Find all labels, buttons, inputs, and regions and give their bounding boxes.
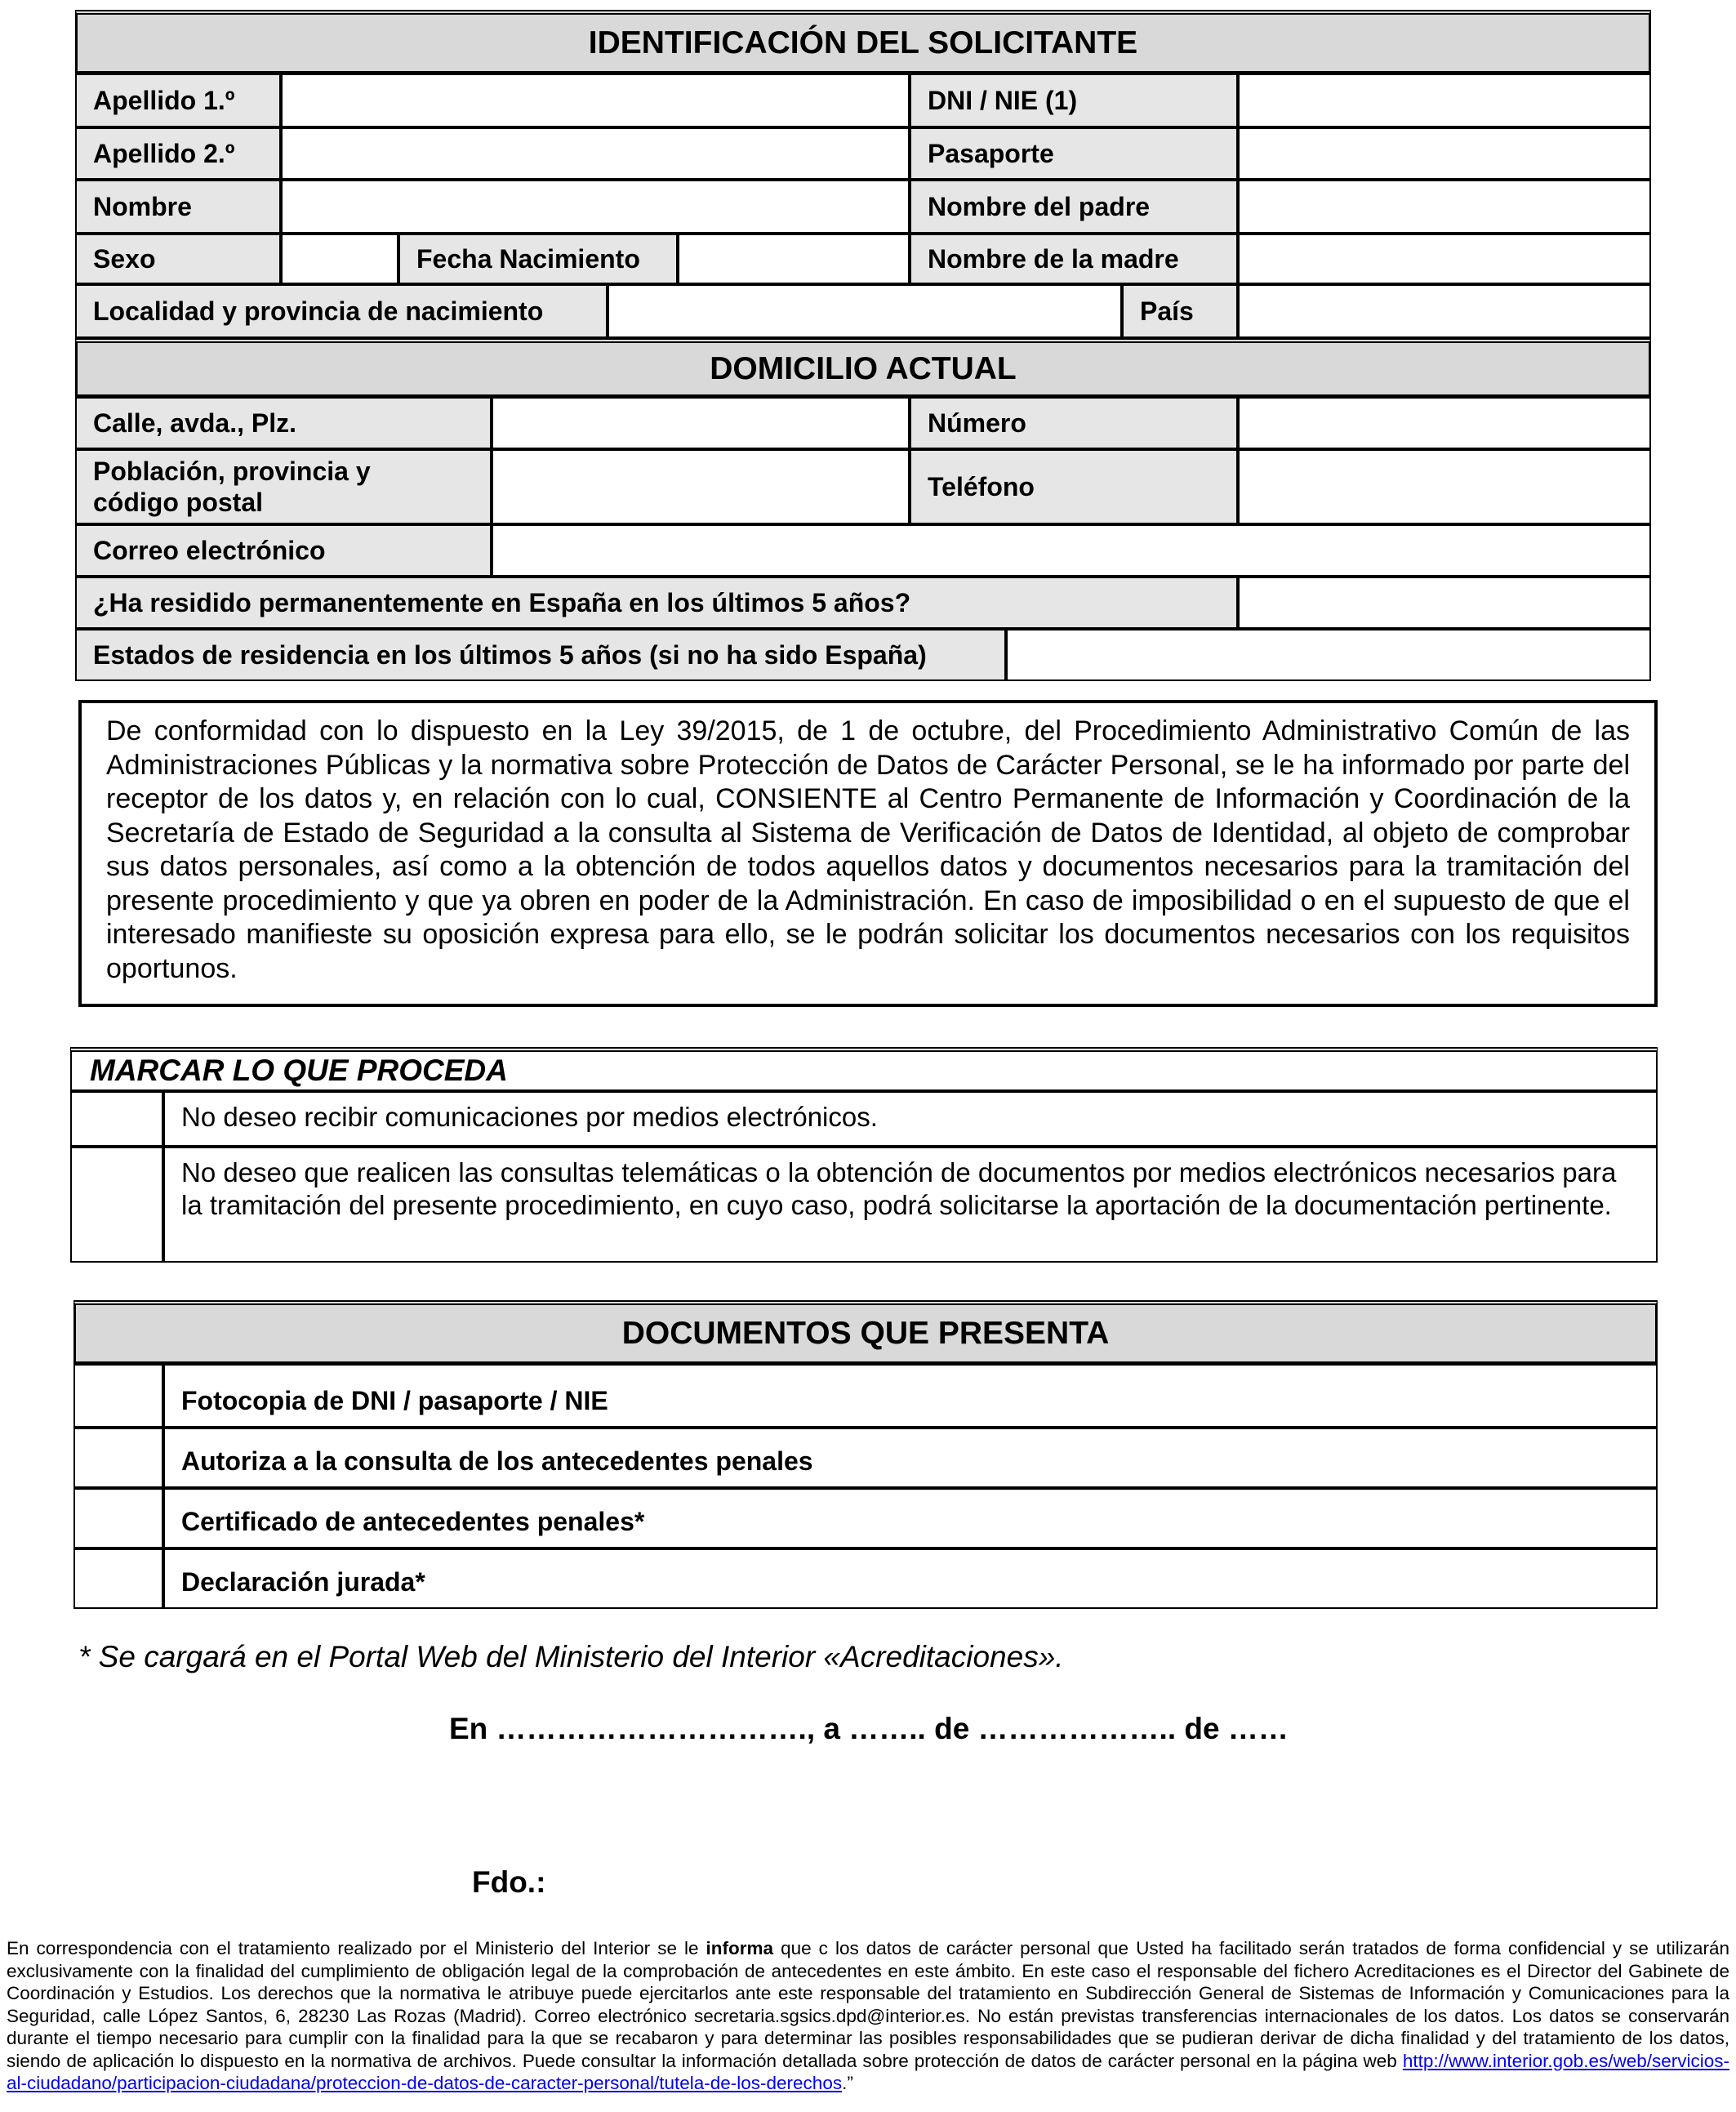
label-poblacion-line2: código postal <box>93 488 263 517</box>
residido-field[interactable] <box>1238 577 1651 629</box>
label-estados-residencia: Estados de residencia en los últimos 5 años (si no ha sido España) <box>75 629 1006 681</box>
label-calle: Calle, avda., Plz. <box>75 397 492 449</box>
doc-item-certificado: Certificado de antecedentes penales* <box>163 1488 1658 1548</box>
label-sexo: Sexo <box>75 234 281 284</box>
section-header-domicilio: DOMICILIO ACTUAL <box>75 338 1651 397</box>
fecha-nacimiento-field[interactable] <box>678 234 910 284</box>
label-nombre-padre: Nombre del padre <box>910 180 1238 234</box>
label-residido: ¿Ha residido permanentemente en España en los últimos 5 años? <box>75 577 1238 629</box>
footer-text-post: que c los datos de carácter personal que Usted ha facilitado serán tratados de forma confidencial y se utilizarán exclusivamente con la finalidad del cumplimiento de obligación legal de la comprobación de antecedentes en este ámbito. En este caso el responsable del fichero Acreditaciones es el Director del Gabinete de Coordinación y Estudios. Los derechos que la normativa le atribuye puede ejercitarlos ante este responsable del tratamiento en Subdirección General de Sistemas de Información y Comunicaciones para la Seguridad, calle López Santos, 6, 28230 Las Rozas (Madrid). Correo electrónico secretaria.sgsics.dpd@interior.es. No están previstas transferencias internacionales de los datos. Los datos se conservarán durante el tiempo necesario para cumplir con la finalidad para la que se recabaron y para determinar las posibles responsabilidades que se pudieran derivar de dicha finalidad y del tratamiento de los datos, siendo de aplicación lo dispuesto en la normativa de archivos. Puede consultar la información detallada sobre protección de datos de carácter personal en la página web <box>7 1938 1729 2071</box>
checkbox-no-consultas[interactable] <box>70 1147 163 1263</box>
localidad-nacimiento-field[interactable] <box>608 284 1122 338</box>
label-poblacion-line1: Población, provincia y <box>93 457 371 486</box>
lugar-fecha-line: En …………………………., a …….. de ……………….. de …… <box>449 1712 1289 1745</box>
option-no-comunicaciones: No deseo recibir comunicaciones por medios electrónicos. <box>163 1091 1658 1147</box>
checkbox-doc-autoriza[interactable] <box>73 1428 163 1488</box>
footer-text-end: .” <box>842 2073 853 2093</box>
numero-field[interactable] <box>1238 397 1651 449</box>
label-numero: Número <box>910 397 1238 449</box>
dni-nie-field[interactable] <box>1238 74 1651 127</box>
apellido1-field[interactable] <box>281 74 910 127</box>
checkbox-no-comunicaciones[interactable] <box>70 1091 163 1147</box>
checkbox-doc-declaracion[interactable] <box>73 1548 163 1609</box>
nota-acreditaciones: * Se cargará en el Portal Web del Ministerio del Interior «Acreditaciones». <box>78 1640 1064 1673</box>
label-localidad-nacimiento: Localidad y provincia de nacimiento <box>75 284 608 338</box>
estados-residencia-field[interactable] <box>1006 629 1651 681</box>
nombre-madre-field[interactable] <box>1238 234 1651 284</box>
footer-privacy-notice <box>7 1937 1729 2110</box>
doc-item-autoriza: Autoriza a la consulta de los antecedentes penales <box>163 1428 1658 1488</box>
label-dni-nie: DNI / NIE (1) <box>910 74 1238 127</box>
checkbox-doc-certificado[interactable] <box>73 1488 163 1548</box>
doc-item-declaracion: Declaración jurada* <box>163 1548 1658 1609</box>
label-telefono: Teléfono <box>910 449 1238 524</box>
section-header-documentos: DOCUMENTOS QUE PRESENTA <box>73 1300 1658 1364</box>
firma-label: Fdo.: <box>472 1865 546 1899</box>
label-fecha-nacimiento: Fecha Nacimiento <box>398 234 678 284</box>
consent-notice: De conformidad con lo dispuesto en la Ley 39/2015, de 1 de octubre, del Procedimiento Administrativo Común de las Administraciones Públicas y la normativa sobre Protección de Datos de Carácter Personal, se le ha informado por parte del receptor de los datos y, en relación con lo cual, CONSIENTE al Centro Permanente de Información y Coordinación de la Secretaría de Estado de Seguridad a la consulta al Sistema de Verificación de Datos de Identidad, al objeto de comprobar sus datos personales, así como a la obtención de todos aquellos datos y documentos necesarios para la tramitación del presente procedimiento y que ya obren en poder de la Administración. En caso de imposibilidad o en el supuesto de que el interesado manifieste su oposición expresa para ello, se le podrán solicitar los documentos necesarios con los requisitos oportunos. <box>78 700 1658 1007</box>
label-correo: Correo electrónico <box>75 524 492 577</box>
label-pais: País <box>1122 284 1238 338</box>
marcar-header: MARCAR LO QUE PROCEDA <box>70 1047 1658 1091</box>
label-pasaporte: Pasaporte <box>910 127 1238 180</box>
apellido2-field[interactable] <box>281 127 910 180</box>
calle-field[interactable] <box>492 397 910 449</box>
label-nombre: Nombre <box>75 180 281 234</box>
checkbox-doc-dni[interactable] <box>73 1364 163 1428</box>
footer-text-bold: informa <box>706 1938 774 1958</box>
label-nombre-madre: Nombre de la madre <box>910 234 1238 284</box>
label-apellido2: Apellido 2.º <box>75 127 281 180</box>
footer-link-derechos[interactable]: http://www.interior.gob.es/web/servicios-al-ciudadano/participacion-ciudadana/proteccion-de-datos-de-caracter-personal/tutela-de-los-derechos <box>7 2050 1729 2093</box>
footer-text-pre: En correspondencia con el tratamiento realizado por el Ministerio del Interior se le <box>7 1938 706 1958</box>
section-header-identificacion: IDENTIFICACIÓN DEL SOLICITANTE <box>75 10 1651 74</box>
pais-field[interactable] <box>1238 284 1651 338</box>
doc-item-dni: Fotocopia de DNI / pasaporte / NIE <box>163 1364 1658 1428</box>
label-apellido1: Apellido 1.º <box>75 74 281 127</box>
telefono-field[interactable] <box>1238 449 1651 524</box>
nombre-padre-field[interactable] <box>1238 180 1651 234</box>
correo-field[interactable] <box>492 524 1651 577</box>
nombre-field[interactable] <box>281 180 910 234</box>
poblacion-field[interactable] <box>492 449 910 524</box>
pasaporte-field[interactable] <box>1238 127 1651 180</box>
label-poblacion <box>75 449 492 524</box>
option-no-consultas: No deseo que realicen las consultas telemáticas o la obtención de documentos por medios electrónicos necesarios para la tramitación del presente procedimiento, en cuyo caso, podrá solicitarse la aportación de la documentación pertinente. <box>163 1147 1658 1263</box>
sexo-field[interactable] <box>281 234 398 284</box>
